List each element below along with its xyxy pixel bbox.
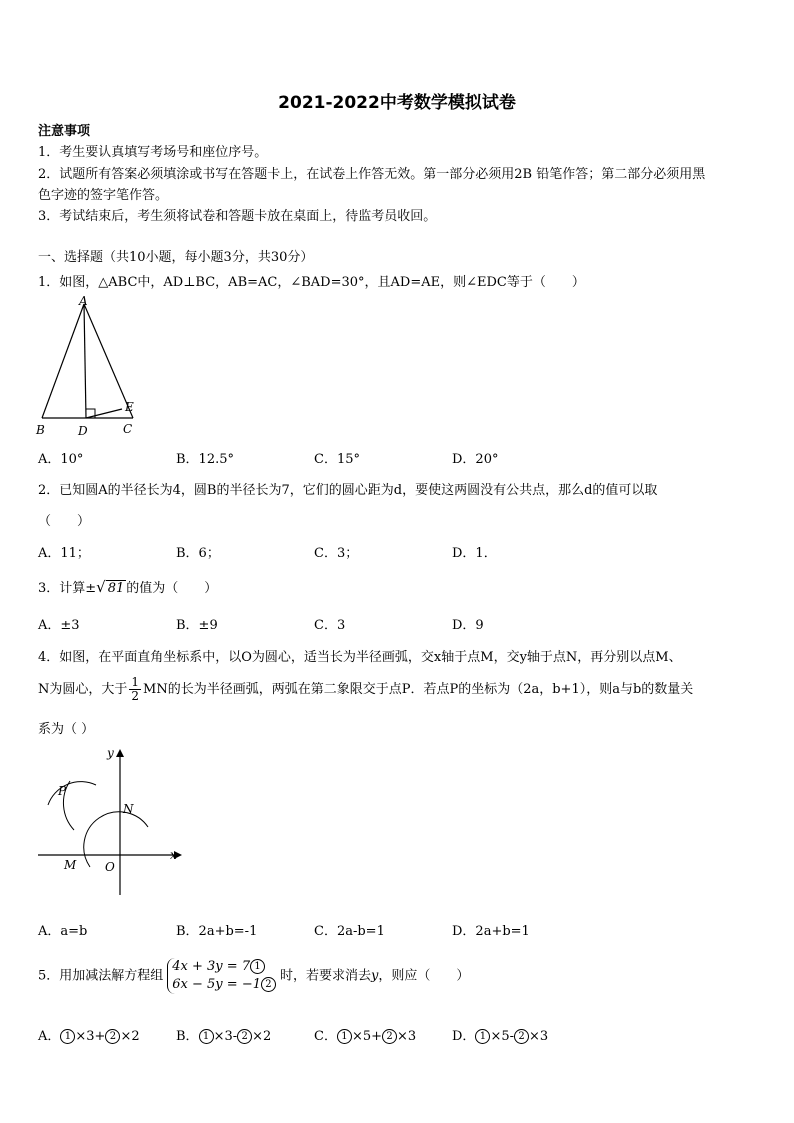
y-axis-arrow <box>116 749 124 757</box>
option-c: C．3； <box>314 546 359 561</box>
label-y: y <box>107 746 114 760</box>
q4-line2-pre: N为圆心，大于 <box>38 682 128 697</box>
segment-de <box>86 409 122 418</box>
notice-item: 1．考生要认真填写考场号和座位序号。 <box>38 145 268 160</box>
option-a: A． 1 ×3+ 2 ×2 <box>38 1029 140 1044</box>
question-4-line3: 系为（ ） <box>38 722 95 737</box>
question-4-line2 <box>38 676 693 703</box>
q1-triangle-figure <box>34 296 144 436</box>
option-d: D．1． <box>452 546 497 561</box>
notice-item: 2．试题所有答案必须填涂或书写在答题卡上，在试卷上作答无效。第一部分必须用2B 铅笔作答；第二部分必须用黑 <box>38 167 706 182</box>
label-d: D <box>78 424 88 436</box>
q3-text-post: 的值为（ ） <box>126 581 218 596</box>
q5-text-pre: 5．用加减法解方程组 <box>38 968 164 984</box>
q3-sqrt-value: 81 <box>107 581 125 596</box>
option-d: D．20° <box>452 452 499 467</box>
question-3-text: 3．计算±√ 81 的值为（ ） <box>38 578 218 596</box>
altitude-ad <box>84 304 86 418</box>
side-ab <box>42 304 84 418</box>
option-c: C．3 <box>314 618 346 633</box>
question-2-paren: （ ） <box>38 514 91 529</box>
question-5-text <box>38 958 469 994</box>
q3-text-pre: 3．计算± <box>38 581 97 596</box>
q5-var: y <box>371 968 379 984</box>
option-a: A．±3 <box>38 618 80 633</box>
option-a: A．11； <box>38 546 90 561</box>
label-a: A <box>79 296 88 308</box>
fraction-half: $\frac{1}{2}$ <box>131 675 140 703</box>
label-x: x <box>170 848 177 862</box>
label-e: E <box>125 400 134 414</box>
option-d: D． 1 ×5- 2 ×3 <box>452 1029 549 1044</box>
q5-text-post: 时，若要求消去 <box>279 968 371 984</box>
option-c: C． 1 ×5+ 2 ×3 <box>314 1029 417 1044</box>
option-a: A．10° <box>38 452 84 467</box>
page-title: 2021-2022中考数学模拟试卷 <box>278 93 516 113</box>
option-c: C．15° <box>314 452 360 467</box>
q4-coordinate-figure <box>34 745 194 905</box>
question-2-text: 2．已知圆A的半径长为4，圆B的半径长为7，它们的圆心距为d，要使这两圆没有公共点，那么d的值可以取 <box>38 483 658 498</box>
option-d: D．9 <box>452 618 484 633</box>
question-4-line1: 4．如图，在平面直角坐标系中，以O为圆心，适当长为半径画弧，交x轴于点M，交y轴于点N，再分别以点M、 <box>38 650 682 665</box>
notice-heading: 注意事项 <box>38 124 91 139</box>
q5-text-end: ，则应（ ） <box>378 968 470 984</box>
option-b: B．12.5° <box>176 452 234 467</box>
label-o: O <box>105 860 115 874</box>
label-m: M <box>64 858 77 872</box>
label-b: B <box>36 423 45 436</box>
equation-system: 4x + 3y = 7 1 6x − 5y = −1 2 <box>167 958 276 994</box>
option-b: B．2a+b=-1 <box>176 924 258 939</box>
label-c: C <box>123 422 133 436</box>
label-p: P <box>58 784 67 798</box>
section-heading: 一、选择题（共10小题，每小题3分，共30分） <box>38 250 314 265</box>
arc-from-n <box>48 782 96 805</box>
notice-item: 色字迹的签字笔作答。 <box>38 188 169 203</box>
label-n: N <box>123 802 134 816</box>
notice-item: 3．考试结束后，考生须将试卷和答题卡放在桌面上，待监考员收回。 <box>38 209 437 224</box>
option-b: B．±9 <box>176 618 218 633</box>
question-1-text: 1．如图，△ABC中，AD⊥BC，AB=AC，∠BAD=30°，且AD=AE，则∠EDC等于（ ） <box>38 275 585 290</box>
option-b: B． 1 ×3- 2 ×2 <box>176 1029 272 1044</box>
option-c: C．2a-b=1 <box>314 924 385 939</box>
arc-mn <box>84 812 148 867</box>
q4-line2-post: MN的长为半径画弧，两弧在第二象限交于点P．若点P的坐标为（2a，b+1），则a与b的数量关 <box>143 682 694 697</box>
option-d: D．2a+b=1 <box>452 924 530 939</box>
option-a: A．a=b <box>38 924 88 939</box>
option-b: B．6； <box>176 546 220 561</box>
